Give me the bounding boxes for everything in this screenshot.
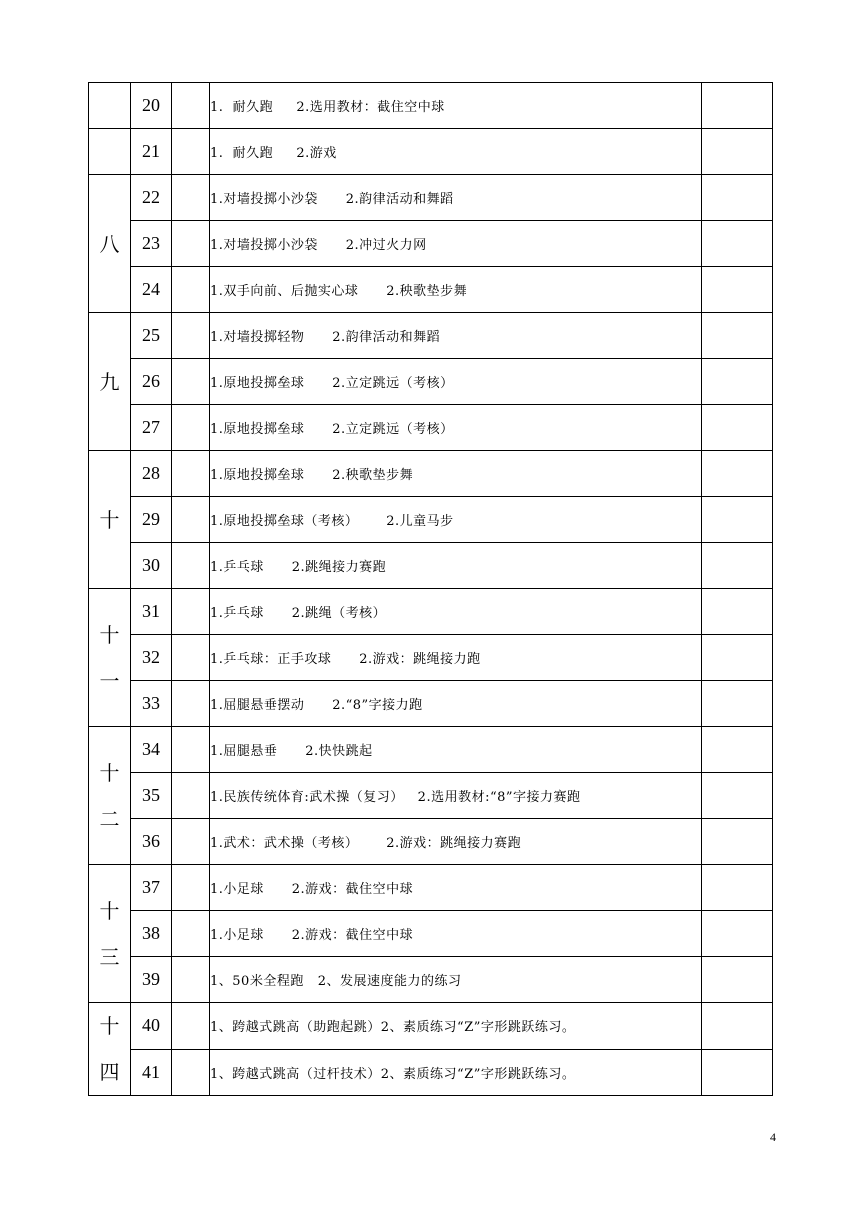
empty-cell: [172, 957, 210, 1003]
lesson-number: 30: [131, 543, 172, 589]
table-row: [89, 405, 773, 451]
lesson-number: 23: [131, 221, 172, 267]
lesson-number: 34: [131, 727, 172, 773]
table-row: [89, 1049, 773, 1096]
lesson-content: 1.对墙投掷小沙袋 2.韵律活动和舞蹈: [210, 175, 702, 221]
lesson-number: 28: [131, 451, 172, 497]
lesson-content: 1.原地投掷垒球（考核） 2.儿童马步: [210, 497, 702, 543]
table-row: [89, 175, 773, 221]
lesson-number: 24: [131, 267, 172, 313]
lesson-content: 1、跨越式跳高（过杆技术）2、素质练习“Z”字形跳跃练习。: [210, 1049, 702, 1096]
lesson-number: 40: [131, 1003, 172, 1050]
note-cell: [702, 83, 773, 129]
table-row: [89, 359, 773, 405]
note-cell: [702, 681, 773, 727]
empty-cell: [172, 451, 210, 497]
empty-cell: [172, 313, 210, 359]
lesson-number: 31: [131, 589, 172, 635]
note-cell: [702, 175, 773, 221]
lesson-content: 1.屈腿悬垂 2.快快跳起: [210, 727, 702, 773]
lesson-content: 1、50米全程跑 2、发展速度能力的练习: [210, 957, 702, 1003]
lesson-content: 1.乒乓球：正手攻球 2.游戏：跳绳接力跑: [210, 635, 702, 681]
note-cell: [702, 911, 773, 957]
table-row: [89, 957, 773, 1003]
note-cell: [702, 589, 773, 635]
empty-cell: [172, 589, 210, 635]
table-row: [89, 451, 773, 497]
lesson-number: 22: [131, 175, 172, 221]
table-row: [89, 589, 773, 635]
week-cell: [89, 83, 131, 129]
empty-cell: [172, 359, 210, 405]
table-row: [89, 865, 773, 911]
lesson-number: 33: [131, 681, 172, 727]
table-row: [89, 313, 773, 359]
lesson-content: 1、跨越式跳高（助跑起跳）2、素质练习“Z”字形跳跃练习。: [210, 1003, 702, 1050]
schedule-table: [88, 82, 773, 1096]
lesson-content: 1.武术：武术操（考核） 2.游戏：跳绳接力赛跑: [210, 819, 702, 865]
lesson-number: 21: [131, 129, 172, 175]
table-row: [89, 635, 773, 681]
table-row: [89, 221, 773, 267]
note-cell: [702, 313, 773, 359]
table-row: [89, 129, 773, 175]
week-label: 十一: [89, 589, 131, 727]
table-row: [89, 727, 773, 773]
lesson-content: 1. 耐久跑 2.游戏: [210, 129, 702, 175]
empty-cell: [172, 175, 210, 221]
lesson-content: 1.小足球 2.游戏：截住空中球: [210, 865, 702, 911]
lesson-number: 25: [131, 313, 172, 359]
table-row: [89, 819, 773, 865]
empty-cell: [172, 911, 210, 957]
note-cell: [702, 1003, 773, 1050]
empty-cell: [172, 1049, 210, 1096]
lesson-content: 1.双手向前、后抛实心球 2.秧歌垫步舞: [210, 267, 702, 313]
empty-cell: [172, 405, 210, 451]
note-cell: [702, 957, 773, 1003]
table-row: [89, 1003, 773, 1050]
week-label: 八: [89, 175, 131, 313]
table-row: [89, 911, 773, 957]
note-cell: [702, 635, 773, 681]
empty-cell: [172, 865, 210, 911]
week-label: 十二: [89, 727, 131, 865]
table-row: [89, 773, 773, 819]
note-cell: [702, 405, 773, 451]
empty-cell: [172, 773, 210, 819]
table-row: [89, 83, 773, 129]
lesson-content: 1.对墙投掷小沙袋 2.冲过火力网: [210, 221, 702, 267]
table-row: [89, 267, 773, 313]
table-row: [89, 543, 773, 589]
lesson-number: 37: [131, 865, 172, 911]
note-cell: [702, 543, 773, 589]
empty-cell: [172, 681, 210, 727]
lesson-content: 1.原地投掷垒球 2.立定跳远（考核）: [210, 405, 702, 451]
note-cell: [702, 451, 773, 497]
week-label: 十四: [89, 1003, 131, 1096]
empty-cell: [172, 129, 210, 175]
lesson-number: 20: [131, 83, 172, 129]
lesson-content: 1.民族传统体育:武术操（复习） 2.选用教材:“8”字接力赛跑: [210, 773, 702, 819]
lesson-number: 38: [131, 911, 172, 957]
lesson-content: 1.原地投掷垒球 2.立定跳远（考核）: [210, 359, 702, 405]
lesson-number: 32: [131, 635, 172, 681]
empty-cell: [172, 497, 210, 543]
lesson-content: 1.乒乓球 2.跳绳（考核）: [210, 589, 702, 635]
note-cell: [702, 129, 773, 175]
note-cell: [702, 865, 773, 911]
week-label: 十: [89, 451, 131, 589]
week-cell: [89, 129, 131, 175]
note-cell: [702, 267, 773, 313]
note-cell: [702, 497, 773, 543]
table-row: [89, 681, 773, 727]
note-cell: [702, 359, 773, 405]
empty-cell: [172, 83, 210, 129]
lesson-content: 1. 耐久跑 2.选用教材：截住空中球: [210, 83, 702, 129]
lesson-content: 1.对墙投掷轻物 2.韵律活动和舞蹈: [210, 313, 702, 359]
empty-cell: [172, 221, 210, 267]
lesson-number: 27: [131, 405, 172, 451]
note-cell: [702, 221, 773, 267]
empty-cell: [172, 819, 210, 865]
lesson-number: 41: [131, 1049, 172, 1096]
empty-cell: [172, 635, 210, 681]
note-cell: [702, 1049, 773, 1096]
week-label: 九: [89, 313, 131, 451]
page-number: 4: [770, 1130, 776, 1144]
lesson-number: 39: [131, 957, 172, 1003]
lesson-number: 36: [131, 819, 172, 865]
table-row: [89, 497, 773, 543]
note-cell: [702, 773, 773, 819]
lesson-number: 35: [131, 773, 172, 819]
note-cell: [702, 727, 773, 773]
lesson-number: 29: [131, 497, 172, 543]
lesson-content: 1.小足球 2.游戏：截住空中球: [210, 911, 702, 957]
empty-cell: [172, 267, 210, 313]
lesson-content: 1.原地投掷垒球 2.秧歌垫步舞: [210, 451, 702, 497]
lesson-content: 1.屈腿悬垂摆动 2.“8”字接力跑: [210, 681, 702, 727]
lesson-number: 26: [131, 359, 172, 405]
empty-cell: [172, 727, 210, 773]
empty-cell: [172, 543, 210, 589]
empty-cell: [172, 1003, 210, 1050]
week-label: 十三: [89, 865, 131, 1003]
note-cell: [702, 819, 773, 865]
lesson-content: 1.乒乓球 2.跳绳接力赛跑: [210, 543, 702, 589]
